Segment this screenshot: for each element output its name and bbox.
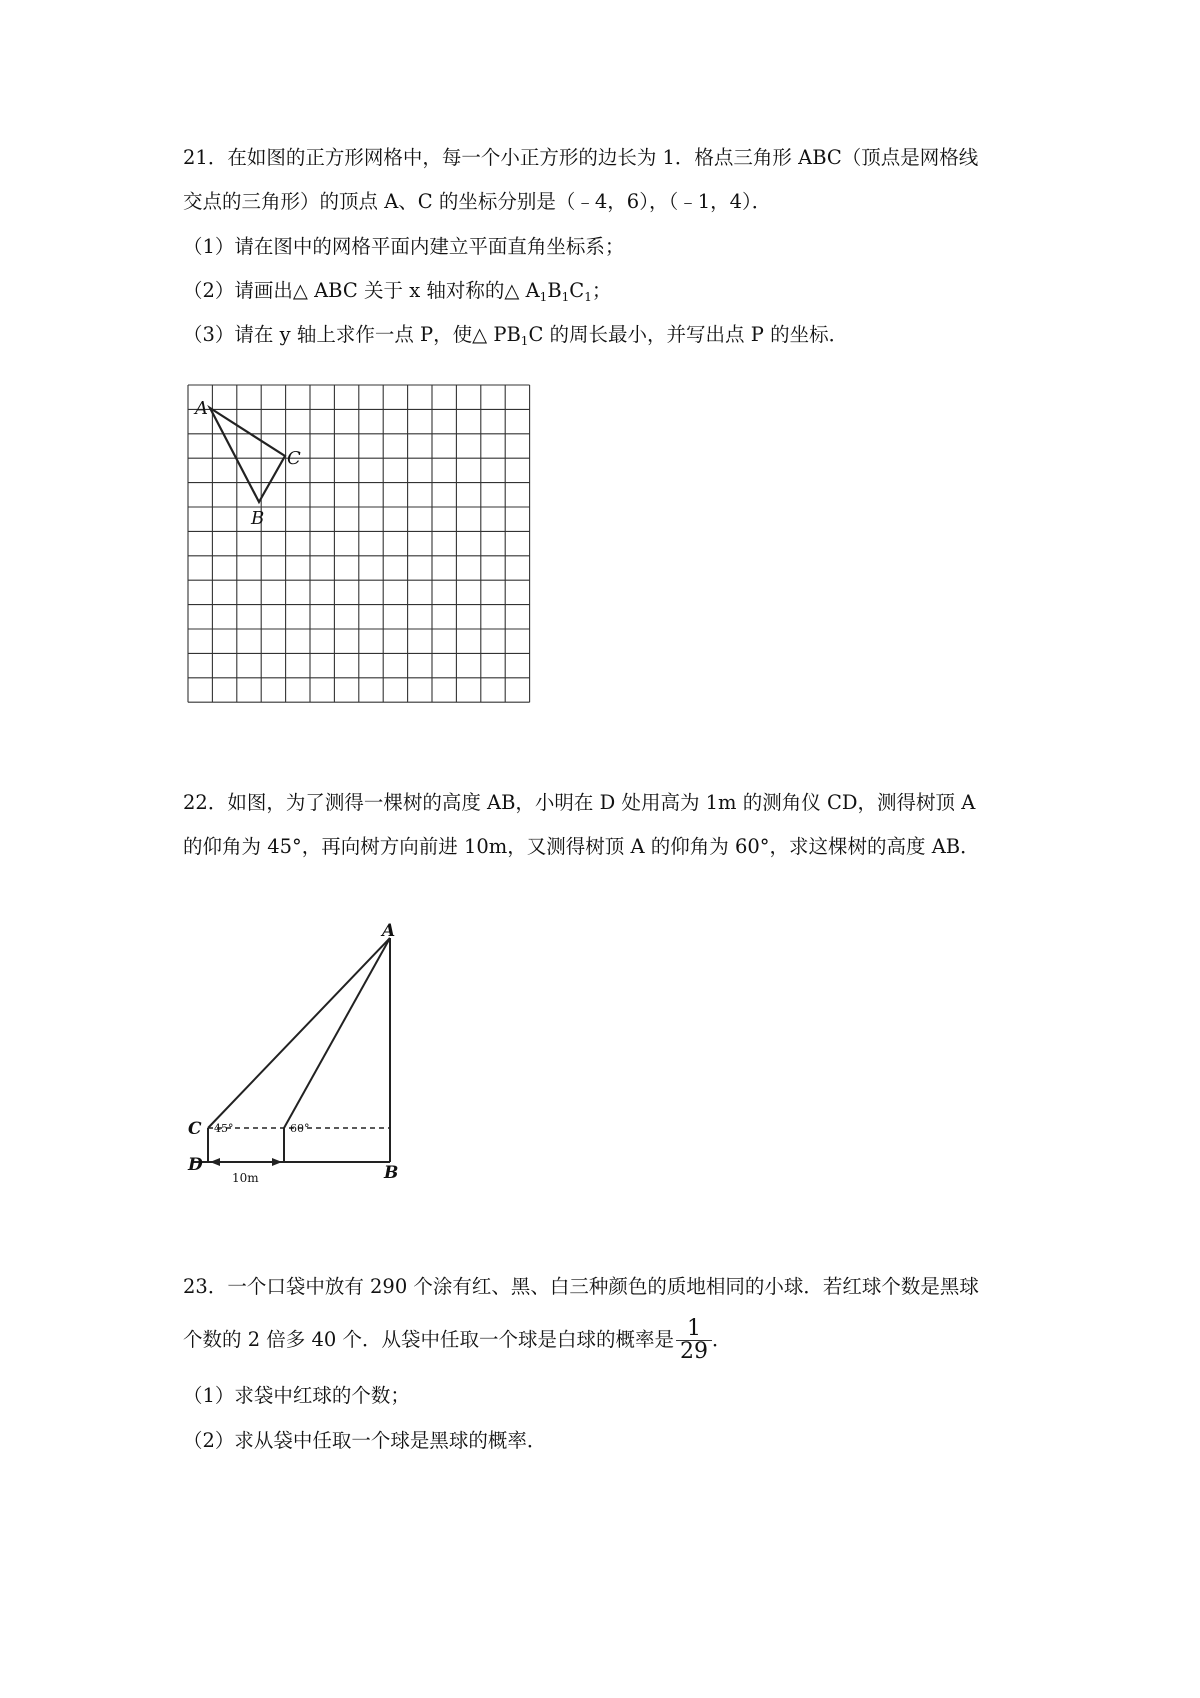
q23-line2-text: ． [712,1328,732,1351]
distance-label: 10m [232,1171,259,1185]
q23-line1: 23．一个口袋中放有 290 个涂有红、黑、白三种颜色的质地相同的小球．若红球个数是黑球 [183,1275,979,1298]
q21-part3-text: （3）请在 y 轴上求作一点 P，使△ PB [183,323,521,346]
label-a: A [382,921,396,941]
subscript: 1 [584,290,592,304]
label-b: B [251,508,265,529]
q21-part2-text: C [569,279,585,302]
q21-line2: 交点的三角形）的顶点 A、C 的坐标分别是（﹣4，6），（﹣1，4）． [183,190,772,213]
triangle-abc [210,408,285,502]
label-d: D [188,1155,203,1175]
label-a: A [195,398,208,419]
q22-line2: 的仰角为 45°，再向树方向前进 10m，又测得树顶 A 的仰角为 60°，求这棵树的高度 AB． [183,835,980,858]
subscript: 1 [539,290,548,304]
q21-part2-text: B [547,279,562,302]
q22-line1: 22．如图，为了测得一棵树的高度 AB，小明在 D 处用高为 1m 的测角仪 CD，测得树顶 A [183,791,976,814]
q21-part3-text: C 的周长最小，并写出点 P 的坐标． [528,323,849,346]
q21-part2 [183,278,611,310]
fraction-denominator: 29 [680,1339,709,1364]
angle-60-label: 60° [290,1122,310,1135]
q21-part1: （1）请在图中的网格平面内建立平面直角坐标系； [183,235,625,258]
q22-tree-figure [180,921,420,1190]
fraction-numerator: 1 [676,1318,712,1341]
q23-part1: （1）求袋中红球的个数； [183,1384,410,1407]
q21-grid-figure [185,382,525,722]
q23-part2: （2）求从袋中任取一个球是黑球的概率． [183,1429,547,1452]
angle-45-label: 45° [214,1122,234,1135]
grid-lines [188,385,530,702]
q23-line2 [183,1318,732,1363]
arrowhead-left [210,1158,220,1166]
label-c: C [287,448,301,469]
q21-part3 [183,322,848,354]
q21-part2-text: ； [591,279,612,302]
arrowhead-right [272,1158,282,1166]
q21-line1: 21．在如图的正方形网格中，每一个小正方形的边长为 1．格点三角形 ABC（顶点是网格线 [183,146,979,169]
fraction-1-29 [676,1318,712,1363]
subscript: 1 [520,334,529,348]
q21-part2-text: （2）请画出△ ABC 关于 x 轴对称的△ A [183,279,540,302]
subscript: 1 [561,290,570,304]
label-b: B [384,1163,399,1183]
label-c: C [188,1119,202,1139]
q23-line2-text: 个数的 2 倍多 40 个．从袋中任取一个球是白球的概率是 [183,1328,675,1351]
